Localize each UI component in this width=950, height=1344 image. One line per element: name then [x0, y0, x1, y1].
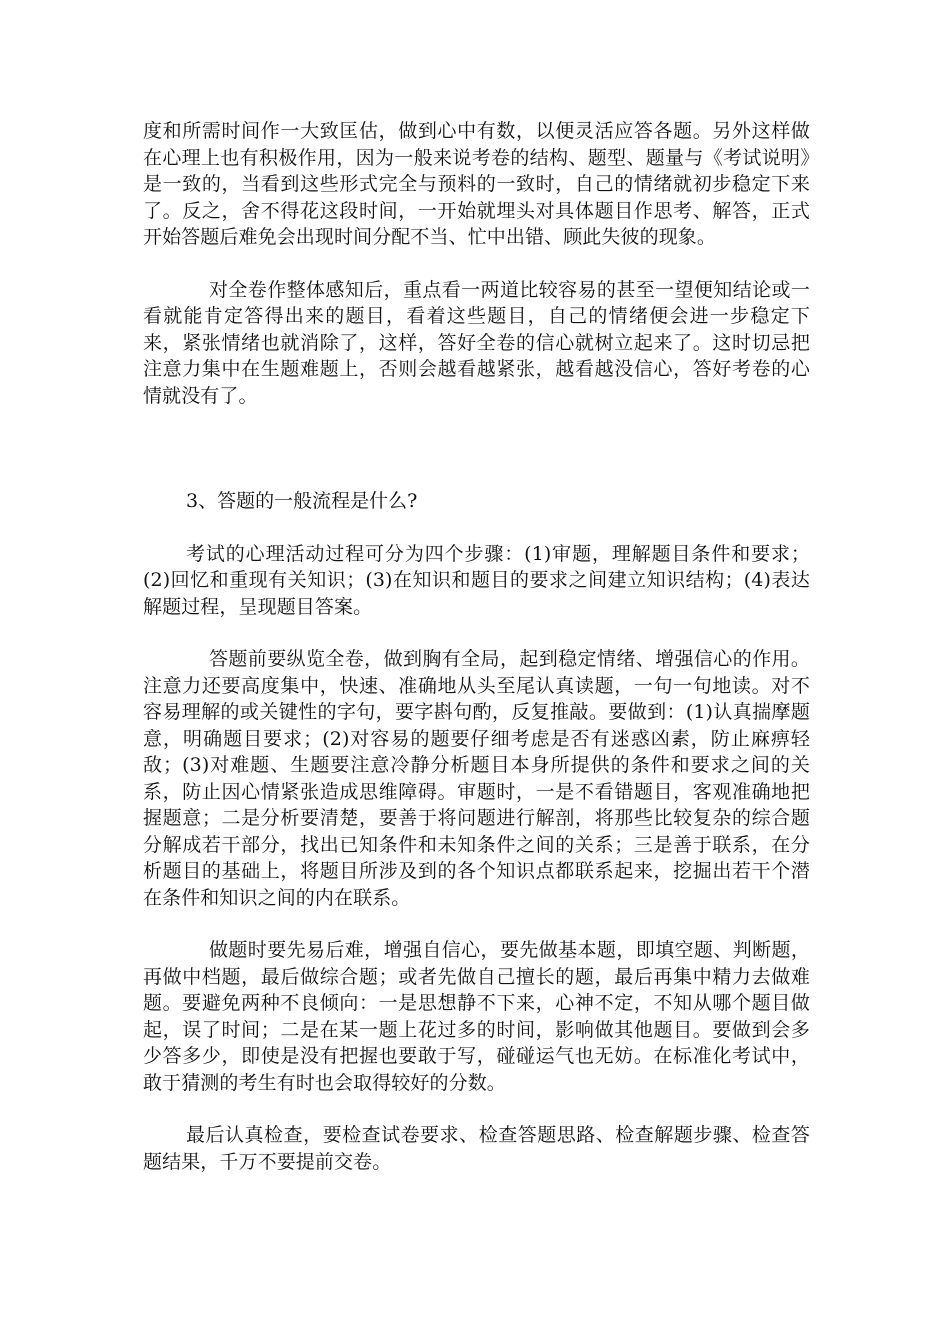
- paragraph-four-steps: 考试的心理活动过程可分为四个步骤：(1)审题，理解题目条件和要求；(2)回忆和重现有关知识；(3)在知识和题目的要求之间建立知识结构；(4)表达解题过程，呈现题目答案。: [143, 542, 810, 618]
- paragraph-easy-first: 做题时要先易后难，增强自信心，要先做基本题，即填空题、判断题，再做中档题，最后做综合题；或者先做自己擅长的题，最后再集中精力去做难题。要避免两种不良倾向：一是思想静不下来，心神不定，不知从哪个题目做起，误了时间；二是在某一题上花过多的时间，影响做其他题目。要做到会多少答多少，即使是没有把握也要敢于写，碰碰运气也无妨。在标准化考试中，敢于猜测的考生有时也会取得较好的分数。: [143, 939, 810, 1094]
- paragraph-continued: 度和所需时间作一大致匡估，做到心中有数，以便灵活应答各题。另外这样做在心理上也有积极作用，因为一般来说考卷的结构、题型、题量与《考试说明》是一致的，当看到这些形式完全与预料的一致时，自己的情绪就初步稳定下来了。反之，舍不得花这段时间，一开始就埋头对具体题目作思考、解答，正式开始答题后难免会出现时间分配不当、忙中出错、顾此失彼的现象。: [143, 120, 810, 248]
- paragraph-reading-questions: 答题前要纵览全卷，做到胸有全局，起到稳定情绪、增强信心的作用。注意力还要高度集中，快速、准确地从头至尾认真读题，一句一句地读。对不容易理解的或关键性的字句，要字斟句酌，反复推敲。要做到：(1)认真揣摩题意，明确题目要求；(2)对容易的题要仔细考虑是否有迷惑凶素，防止麻痹轻敌；(3)对难题、生题要注意冷静分析题目本身所提供的条件和要求之间的关系，防止因心情紧张造成思维障碍。审题时，一是不看错题目，客观准确地把握题意；二是分析要清楚，要善于将问题进行解剖，将那些比较复杂的综合题分解成若干部分，找出已知条件和未知条件之间的关系；三是善于联系，在分析题目的基础上，将题目所涉及到的各个知识点都联系起来，挖掘出若干个潜在条件和知识之间的内在联系。: [143, 648, 810, 909]
- document-page: [143, 118, 810, 1175]
- paragraph-overall-perception: 对全卷作整体感知后，重点看一两道比较容易的甚至一望便知结论或一看就能肯定答得出来的题目，看着这些题目，自己的情绪便会进一步稳定下来，紧张情绪也就消除了，这样，答好全卷的信心就树立起来了。这时切忌把注意力集中在生题难题上，否则会越看越紧张，越看越没信心，答好考卷的心情就没有了。: [143, 278, 810, 407]
- section-heading: 3、答题的一般流程是什么?: [186, 490, 418, 512]
- paragraph-final-check: 最后认真检查，要检查试卷要求、检查答题思路、检查解题步骤、检查答题结果，千万不要提前交卷。: [143, 1124, 810, 1173]
